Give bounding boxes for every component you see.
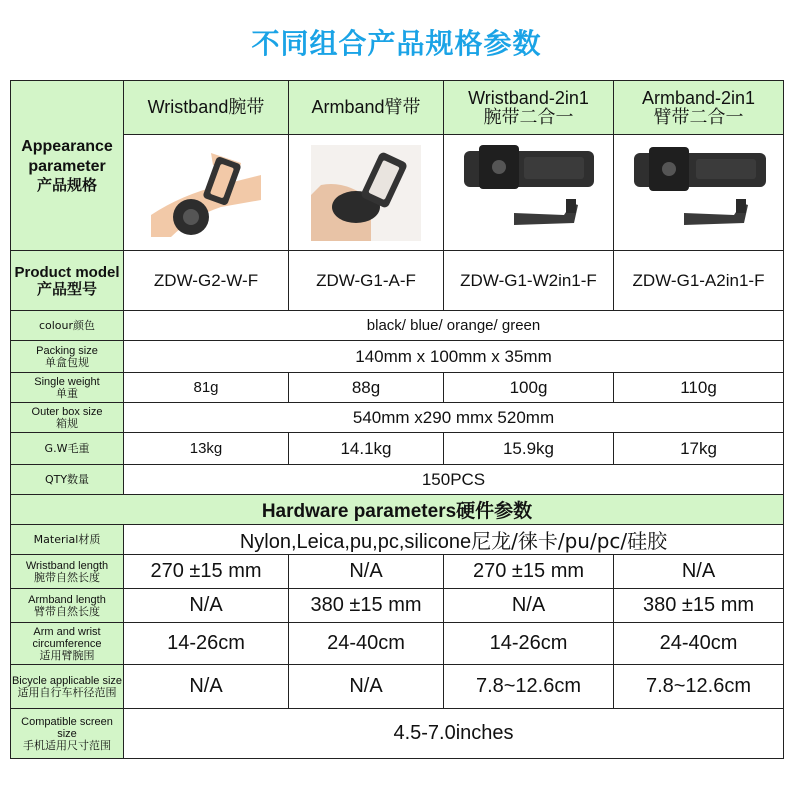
- bicycle-row: [11, 665, 784, 709]
- image-row: [11, 135, 784, 251]
- hardware-header-row: [11, 495, 784, 525]
- material-row: [11, 525, 784, 555]
- armband-length-value: N/A: [444, 589, 614, 623]
- appearance-label-en: Appearance parameter: [21, 138, 113, 175]
- qty-value: 150PCS: [124, 465, 784, 495]
- hardware-header: [11, 495, 784, 525]
- col-name-cn: 臂带: [384, 97, 421, 118]
- qty-label: QTY数量: [11, 465, 124, 495]
- wristband-length-value: 270 ±15 mm: [444, 555, 614, 589]
- wristband-length-label-en: Wristband length: [25, 559, 109, 572]
- appearance-label: [11, 81, 124, 251]
- page-title: 不同组合产品规格参数: [251, 27, 542, 60]
- colour-row: [11, 311, 784, 341]
- packing-row: [11, 341, 784, 373]
- circumference-label: [11, 623, 124, 665]
- model-value: ZDW-G1-A-F: [289, 251, 444, 311]
- bicycle-label-en: Bicycle applicable size: [11, 674, 123, 687]
- model-label: [11, 251, 124, 311]
- material-value: [124, 525, 784, 555]
- packing-label-cn: 单盒包规: [45, 355, 89, 369]
- outer-box-row: [11, 403, 784, 433]
- armband-photo: [289, 135, 444, 251]
- circumference-value: 14-26cm: [124, 623, 289, 665]
- model-value: ZDW-G2-W-F: [124, 251, 289, 311]
- armband-length-value: 380 ±15 mm: [289, 589, 444, 623]
- qty-row: [11, 465, 784, 495]
- gross-weight-row: [11, 433, 784, 465]
- wristband-length-value: 270 ±15 mm: [124, 555, 289, 589]
- wristband-length-value: N/A: [614, 555, 784, 589]
- colour-label: colour颜色: [11, 311, 124, 341]
- circumference-row: [11, 623, 784, 665]
- armband-length-value: N/A: [124, 589, 289, 623]
- circumference-label-cn: 适用臂腕围: [39, 648, 95, 662]
- single-weight-label-en: Single weight: [34, 375, 100, 388]
- screen-label-en: Compatible screen size: [21, 715, 113, 740]
- screen-label: [11, 709, 124, 759]
- single-weight-label: [11, 373, 124, 403]
- armband-length-row: [11, 589, 784, 623]
- bicycle-label-cn: 适用自行车杆径范围: [17, 685, 117, 699]
- material-label: Material材质: [11, 525, 124, 555]
- single-weight-value: 81g: [124, 373, 289, 403]
- col-name-en: Armband-2in1: [641, 87, 756, 108]
- wristband-2in1-photo: [444, 135, 614, 251]
- col-name-cn: 腕带二合一: [483, 106, 574, 128]
- circumference-value: 24-40cm: [289, 623, 444, 665]
- bicycle-value: N/A: [289, 665, 444, 709]
- wristband-length-label: [11, 555, 124, 589]
- armband-length-value: 380 ±15 mm: [614, 589, 784, 623]
- wristband-length-value: N/A: [289, 555, 444, 589]
- single-weight-row: [11, 373, 784, 403]
- col-name-cn: 臂带二合一: [653, 106, 744, 128]
- screen-row: [11, 709, 784, 759]
- appearance-label-cn: 产品规格: [36, 176, 97, 194]
- hardware-header-cn: 硬件参数: [456, 500, 533, 522]
- single-weight-value: 88g: [289, 373, 444, 403]
- model-value: ZDW-G1-A2in1-F: [614, 251, 784, 311]
- model-row: [11, 251, 784, 311]
- col-header-armband: [289, 81, 444, 135]
- wristband-photo: [124, 135, 289, 251]
- bicycle-value: N/A: [124, 665, 289, 709]
- wristband-length-label-cn: 腕带自然长度: [34, 570, 100, 584]
- armband-image: [311, 145, 421, 241]
- material-value-en: Nylon,Leica,pu,pc,silicone: [239, 531, 472, 553]
- outer-box-label-en: Outer box size: [31, 405, 103, 418]
- spec-table: [10, 80, 784, 759]
- col-header-wristband: [124, 81, 289, 135]
- col-header-wristband-2in1: [444, 81, 614, 135]
- outer-box-label-cn: 箱规: [56, 416, 78, 430]
- col-name-en: Wristband: [147, 97, 229, 117]
- material-value-cn: 尼龙/徕卡/pu/pc/硅胶: [471, 529, 668, 553]
- col-header-armband-2in1: [614, 81, 784, 135]
- screen-label-cn: 手机适用尺寸范围: [23, 738, 111, 752]
- bicycle-label: [11, 665, 124, 709]
- hardware-header-en: Hardware parameters: [261, 501, 457, 522]
- model-value: ZDW-G1-W2in1-F: [444, 251, 614, 311]
- gross-weight-value: 14.1kg: [289, 433, 444, 465]
- bicycle-value: 7.8~12.6cm: [614, 665, 784, 709]
- circumference-value: 14-26cm: [444, 623, 614, 665]
- outer-box-label: [11, 403, 124, 433]
- single-weight-value: 110g: [614, 373, 784, 403]
- armband-length-label-cn: 臂带自然长度: [34, 604, 100, 618]
- col-name-cn: 腕带: [228, 97, 265, 118]
- single-weight-value: 100g: [444, 373, 614, 403]
- packing-label: [11, 341, 124, 373]
- gross-weight-value: 17kg: [614, 433, 784, 465]
- packing-label-en: Packing size: [36, 344, 98, 357]
- outer-box-value: 540mm x290 mmx 520mm: [124, 403, 784, 433]
- gross-weight-value: 15.9kg: [444, 433, 614, 465]
- screen-value: 4.5-7.0inches: [124, 709, 784, 759]
- col-name-en: Armband: [311, 97, 385, 117]
- wristband-2in1-image: [454, 143, 604, 243]
- colour-value: black/ blue/ orange/ green: [124, 311, 784, 341]
- header-row: [11, 81, 784, 135]
- armband-2in1-photo: [614, 135, 784, 251]
- circumference-value: 24-40cm: [614, 623, 784, 665]
- armband-2in1-image: [624, 143, 774, 243]
- wristband-length-row: [11, 555, 784, 589]
- packing-value: 140mm x 100mm x 35mm: [124, 341, 784, 373]
- gross-weight-value: 13kg: [124, 433, 289, 465]
- model-label-cn: 产品型号: [36, 279, 97, 298]
- model-label-en: Product model: [14, 263, 120, 281]
- circumference-label-en: Arm and wrist circumference: [32, 625, 102, 650]
- bicycle-value: 7.8~12.6cm: [444, 665, 614, 709]
- gross-weight-label: G.W毛重: [11, 433, 124, 465]
- wristband-image: [151, 145, 261, 241]
- armband-length-label: [11, 589, 124, 623]
- col-name-en: Wristband-2in1: [468, 87, 589, 108]
- armband-length-label-en: Armband length: [28, 593, 106, 606]
- single-weight-label-cn: 单重: [56, 386, 78, 400]
